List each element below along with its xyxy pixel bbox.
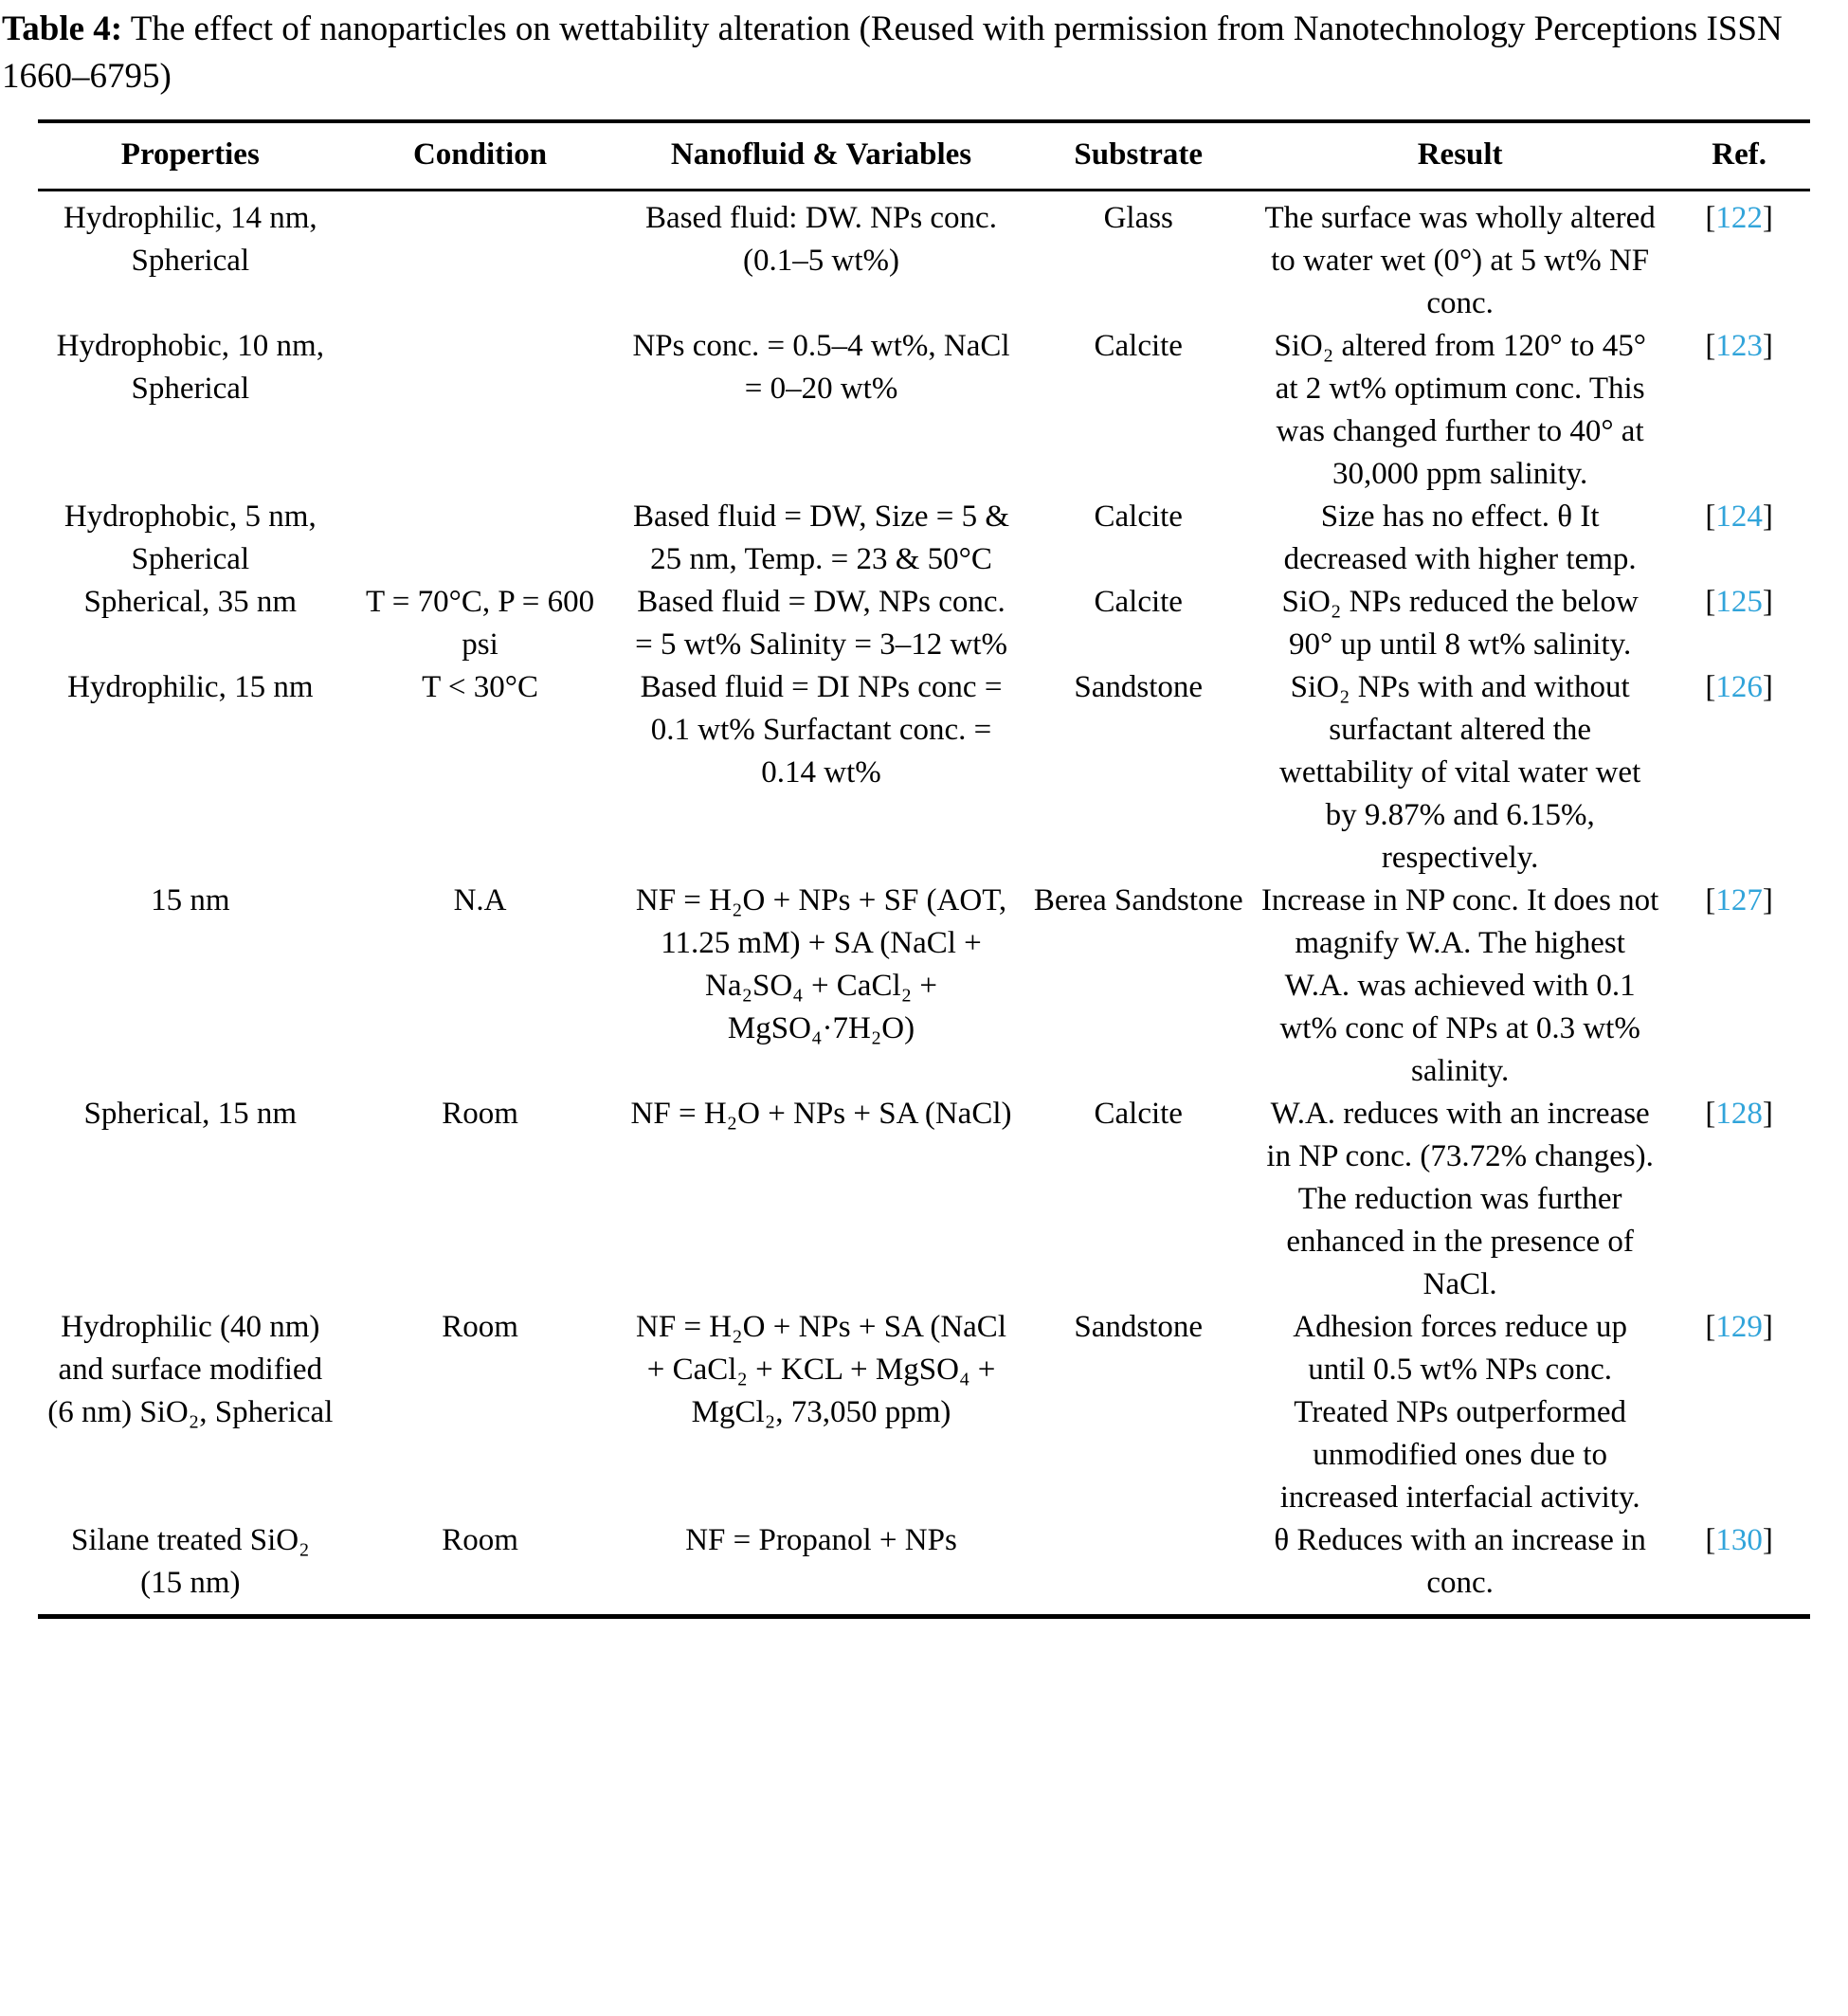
column-header-nanofluid-variables: Nanofluid & Variables — [670, 137, 972, 172]
table-row — [38, 1519, 1810, 1605]
cell-condition: Room — [442, 1310, 518, 1344]
cell-result: Increase in NP conc. It does not magnify W.A. The highest W.A. was achieved with 0.1 wt% conc of NPs at 0.3 wt% salinity. — [1260, 883, 1659, 1088]
table-caption — [0, 0, 1848, 100]
column-header-result: Result — [1417, 137, 1503, 172]
table-row — [38, 496, 1810, 581]
cell-substrate: Calcite — [1094, 499, 1183, 534]
ref-link[interactable]: 122 — [1715, 201, 1763, 235]
cell-ref — [1668, 581, 1810, 624]
cell-nanofluid: Based fluid = DW, Size = 5 & 25 nm, Temp. = 23 & 50°C — [632, 499, 1010, 576]
cell-condition: N.A — [453, 883, 507, 917]
ref-bracket-close: ] — [1762, 585, 1773, 619]
column-header-ref: Ref. — [1712, 137, 1767, 172]
ref-link[interactable]: 125 — [1715, 585, 1763, 619]
table-header-row — [38, 123, 1810, 191]
table-row — [38, 1306, 1810, 1519]
cell-nanofluid: NPs conc. = 0.5–4 wt%, NaCl = 0–20 wt% — [632, 329, 1010, 406]
cell-condition: Room — [442, 1097, 518, 1131]
table-row — [38, 325, 1810, 496]
cell-substrate: Berea Sandstone — [1033, 883, 1243, 917]
ref-bracket-open: [ — [1705, 1310, 1716, 1344]
caption-label: Table 4: — [2, 9, 123, 48]
ref-bracket-close: ] — [1762, 499, 1773, 534]
column-header-condition: Condition — [412, 137, 548, 172]
cell-properties: Hydrophobic, 5 nm, Spherical — [63, 499, 317, 576]
cell-ref — [1668, 325, 1810, 368]
table-row — [38, 880, 1810, 1093]
ref-bracket-open: [ — [1705, 883, 1716, 917]
column-header-substrate: Substrate — [1074, 137, 1204, 172]
cell-result: SiO₂ NPs reduced the below 90° up until 8 wt% salinity. — [1281, 585, 1639, 662]
caption-text: The effect of nanoparticles on wettability alteration (Reused with permission from Nanotechnology Perceptions ISSN 1660–6795) — [2, 9, 1783, 96]
cell-properties: 15 nm — [151, 883, 230, 917]
cell-nanofluid: NF = H₂O + NPs + SA (NaCl) — [630, 1097, 1012, 1131]
ref-bracket-open: [ — [1705, 670, 1716, 704]
table-body — [38, 191, 1810, 1614]
ref-link[interactable]: 130 — [1715, 1523, 1763, 1557]
cell-properties: Spherical, 15 nm — [83, 1097, 298, 1131]
cell-substrate: Glass — [1103, 201, 1173, 235]
cell-result: θ Reduces with an increase in conc. — [1274, 1523, 1646, 1600]
ref-bracket-close: ] — [1762, 883, 1773, 917]
cell-properties: Spherical, 35 nm — [83, 585, 298, 619]
cell-properties: Hydrophobic, 10 nm, Spherical — [56, 329, 324, 406]
cell-ref — [1668, 1306, 1810, 1349]
ref-bracket-close: ] — [1762, 1310, 1773, 1344]
ref-bracket-open: [ — [1705, 1097, 1716, 1131]
cell-nanofluid: NF = H₂O + NPs + SF (AOT, 11.25 mM) + SA (NaCl + Na₂SO₄ + CaCl₂ + MgSO₄·7H₂O) — [635, 883, 1007, 1045]
ref-link[interactable]: 124 — [1715, 499, 1763, 534]
cell-ref — [1668, 197, 1810, 240]
ref-link[interactable]: 128 — [1715, 1097, 1763, 1131]
cell-result: SiO₂ altered from 120° to 45° at 2 wt% optimum conc. This was changed further to 40° at 30,000 ppm salinity. — [1274, 329, 1646, 491]
ref-link[interactable]: 123 — [1715, 329, 1763, 363]
cell-ref — [1668, 1093, 1810, 1135]
cell-substrate: Calcite — [1094, 1097, 1183, 1131]
cell-properties: Hydrophilic, 15 nm — [67, 670, 314, 704]
ref-bracket-close: ] — [1762, 1523, 1773, 1557]
ref-bracket-close: ] — [1762, 670, 1773, 704]
cell-substrate: Sandstone — [1074, 670, 1204, 704]
ref-bracket-close: ] — [1762, 1097, 1773, 1131]
ref-bracket-close: ] — [1762, 201, 1773, 235]
table-row — [38, 666, 1810, 880]
cell-nanofluid: NF = H₂O + NPs + SA (NaCl + CaCl₂ + KCL + MgSO₄ + MgCl₂, 73,050 ppm) — [636, 1310, 1006, 1429]
data-table — [38, 119, 1810, 1619]
column-header-properties: Properties — [120, 137, 260, 172]
ref-link[interactable]: 129 — [1715, 1310, 1763, 1344]
cell-properties: Hydrophilic, 14 nm, Spherical — [63, 201, 317, 278]
cell-nanofluid: Based fluid = DW, NPs conc. = 5 wt% Salinity = 3–12 wt% — [635, 585, 1007, 662]
cell-result: Size has no effect. θ It decreased with higher temp. — [1283, 499, 1637, 576]
cell-nanofluid: Based fluid: DW. NPs conc. (0.1–5 wt%) — [645, 201, 997, 278]
cell-condition: T = 70°C, P = 600 psi — [365, 585, 595, 662]
cell-ref — [1668, 666, 1810, 709]
ref-bracket-open: [ — [1705, 499, 1716, 534]
cell-substrate: Calcite — [1094, 329, 1183, 363]
cell-properties: Silane treated SiO₂ (15 nm) — [71, 1523, 310, 1600]
table-row — [38, 581, 1810, 666]
ref-bracket-close: ] — [1762, 329, 1773, 363]
ref-bracket-open: [ — [1705, 201, 1716, 235]
cell-substrate: Calcite — [1094, 585, 1183, 619]
cell-ref — [1668, 1519, 1810, 1562]
cell-nanofluid: NF = Propanol + NPs — [685, 1523, 957, 1557]
ref-bracket-open: [ — [1705, 329, 1716, 363]
ref-link[interactable]: 126 — [1715, 670, 1763, 704]
cell-result: W.A. reduces with an increase in NP conc. (73.72% changes). The reduction was further enhanced in the presence of NaCl. — [1266, 1097, 1654, 1301]
cell-ref — [1668, 496, 1810, 538]
ref-bracket-open: [ — [1705, 1523, 1716, 1557]
cell-condition: T < 30°C — [422, 670, 538, 704]
cell-result: The surface was wholly altered to water wet (0°) at 5 wt% NF conc. — [1264, 201, 1656, 320]
cell-result: Adhesion forces reduce up until 0.5 wt% NPs conc. Treated NPs outperformed unmodified ones due to increased interfacial activity. — [1279, 1310, 1640, 1515]
cell-result: SiO₂ NPs with and without surfactant altered the wettability of vital water wet by 9.87% and 6.15%, respectively. — [1279, 670, 1641, 875]
cell-nanofluid: Based fluid = DI NPs conc = 0.1 wt% Surfactant conc. = 0.14 wt% — [640, 670, 1003, 790]
cell-properties: Hydrophilic (40 nm) and surface modified (6 nm) SiO₂, Spherical — [47, 1310, 334, 1429]
cell-condition: Room — [442, 1523, 518, 1557]
ref-link[interactable]: 127 — [1715, 883, 1763, 917]
cell-substrate: Sandstone — [1074, 1310, 1204, 1344]
cell-ref — [1668, 880, 1810, 922]
table-row — [38, 197, 1810, 325]
table-row — [38, 1093, 1810, 1306]
ref-bracket-open: [ — [1705, 585, 1716, 619]
